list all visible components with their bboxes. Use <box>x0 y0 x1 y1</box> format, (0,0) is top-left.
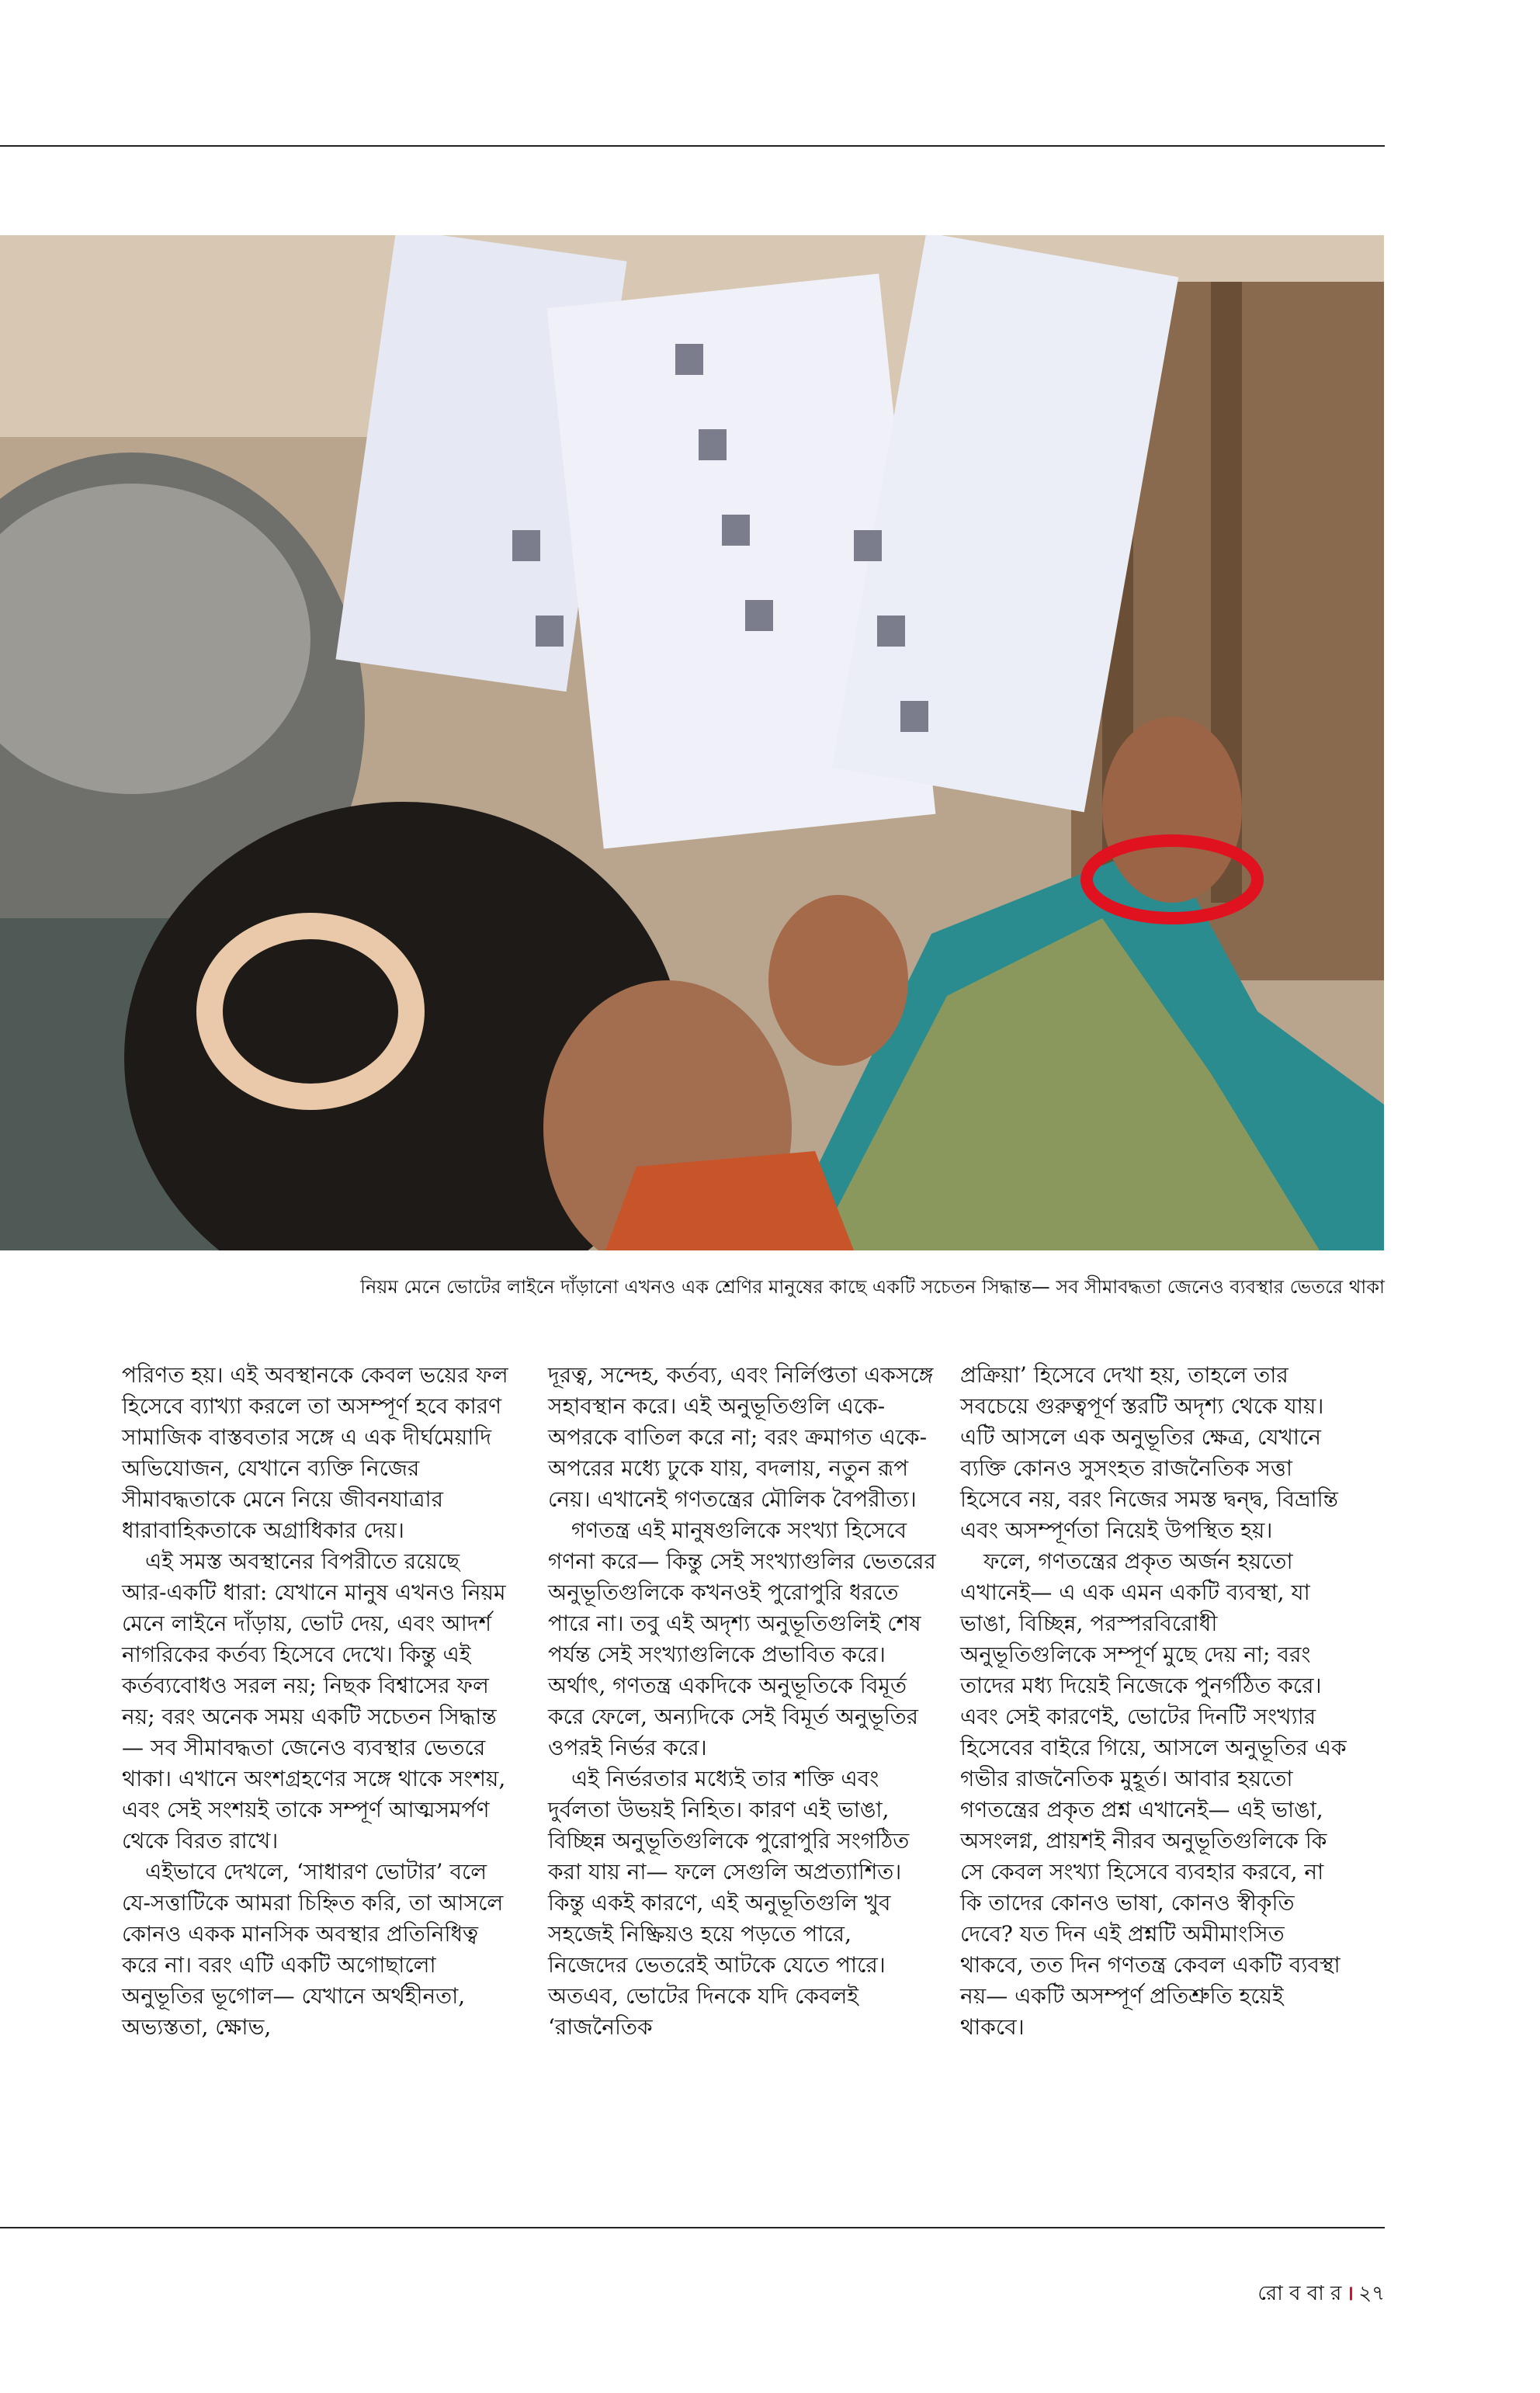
photo-illustration <box>0 235 1384 1250</box>
paragraph: এইভাবে দেখলে, ‘সাধারণ ভোটার’ বলে যে-সত্তাটিকে আমরা চিহ্নিত করি, তা আসলে কোনও একক মানসিক অবস্থার প্রতিনিধিত্ব করে না। বরং এটি একটি অগোছালো অনুভূতির ভূগোল— যেখানে অর্থহীনতা, অভ্যস্ততা, ক্ষোভ, <box>122 1859 504 2040</box>
paragraph: ফলে, গণতন্ত্রের প্রকৃত অর্জন হয়তো এখানেই— এ এক এমন একটি ব্যবস্থা, যা ভাঙা, বিচ্ছিন্ন, পরস্পরবিরোধী অনুভূতিগুলিকে সম্পূর্ণ মুছে দেয় না; বরং তাদের মধ্য দিয়েই নিজেকে পুনর্গঠিত করে। এবং সেই কারণেই, ভোটের দিনটি সংখ্যার হিসেবের বাইরে গিয়ে, আসলে অনুভূতির এক গভীর রাজনৈতিক মুহূর্ত। আবার হয়তো গণতন্ত্রের প্রকৃত প্রশ্ন এখানেই— এই ভাঙা, অসংলগ্ন, প্রায়শই নীরব অনুভূতিগুলিকে কি সে কেবল সংখ্যা হিসেবে ব্যবহার করবে, না কি তাদের কোনও ভাষা, কোনও স্বীকৃতি দেবে? যত দিন এই প্রশ্নটি অমীমাংসিত থাকবে, তত দিন গণতন্ত্র কেবল একটি ব্যবস্থা নয়— একটি অসম্পূর্ণ প্রতিশ্রুতি হয়েই থাকবে। <box>960 1549 1347 2040</box>
page-folio <box>1257 2280 1385 2308</box>
top-rule <box>0 145 1385 147</box>
photo-caption: নিয়ম মেনে ভোটের লাইনে দাঁড়ানো এখনও এক শ্রেণির মানুষের কাছে একটি সচেতন সিদ্ধান্ত— সব সীমাবদ্ধতা জেনেও ব্যবস্থার ভেতরে থাকা <box>360 1276 1385 1298</box>
feature-photo <box>0 235 1384 1250</box>
paragraph: পরিণত হয়। এই অবস্থানকে কেবল ভয়ের ফল হিসেবে ব্যাখ্যা করলে তা অসম্পূর্ণ হবে কারণ সামাজিক বাস্তবতার সঙ্গে এ এক দীর্ঘমেয়াদি অভিযোজন, যেখানে ব্যক্তি নিজের সীমাবদ্ধতাকে মেনে নিয়ে জীবনযাত্রার ধারাবাহিকতাকে অগ্রাধিকার দেয়। <box>122 1362 508 1543</box>
bottom-rule <box>0 2227 1385 2228</box>
article-column-3 <box>960 1360 1348 2043</box>
paragraph: এই সমস্ত অবস্থানের বিপরীতে রয়েছে আর-একটি ধারা: যেখানে মানুষ এখনও নিয়ম মেনে লাইনে দাঁড়ায়, ভোট দেয়, এবং আদর্শ নাগরিকের কর্তব্য হিসেবে দেখে। কিন্তু এই কর্তব্যবোধও সরল নয়; নিছক বিশ্বাসের ফল নয়; বরং অনেক সময় একটি সচেতন সিদ্ধান্ত— সব সীমাবদ্ধতা জেনেও ব্যবস্থার ভেতরে থাকা। এখানে অংশগ্রহণের সঙ্গে থাকে সংশয়, এবং সেই সংশয়ই তাকে সম্পূর্ণ আত্মসমর্পণ থেকে বিরত রাখে। <box>122 1549 506 1854</box>
article-column-1 <box>122 1360 510 2043</box>
magazine-name: রো ব বা র <box>1257 2282 1342 2305</box>
paragraph: দূরত্ব, সন্দেহ, কর্তব্য, এবং নির্লিপ্ততা একসঙ্গে সহাবস্থান করে। এই অনুভূতিগুলি একে-অপরকে বাতিল করে না; বরং ক্রমাগত একে-অপরের মধ্যে ঢুকে যায়, বদলায়, নতুন রূপ নেয়। এখানেই গণতন্ত্রের মৌলিক বৈপরীত্য। <box>548 1362 934 1512</box>
paragraph: প্রক্রিয়া’ হিসেবে দেখা হয়, তাহলে তার সবচেয়ে গুরুত্বপূর্ণ স্তরটি অদৃশ্য থেকে যায়। এটি আসলে এক অনুভূতির ক্ষেত্র, যেখানে ব্যক্তি কোনও সুসংহত রাজনৈতিক সত্তা হিসেবে নয়, বরং নিজের সমস্ত দ্বন্দ্ব, বিভ্রান্তি এবং অসম্পূর্ণতা নিয়েই উপস্থিত হয়। <box>960 1362 1338 1543</box>
folio-separator: । <box>1346 2282 1354 2305</box>
article-column-2 <box>548 1360 936 2043</box>
paragraph: এই নির্ভরতার মধ্যেই তার শক্তি এবং দুর্বলতা উভয়ই নিহিত। কারণ এই ভাঙা, বিচ্ছিন্ন অনুভূতিগুলিকে পুরোপুরি সংগঠিত করা যায় না— ফলে সেগুলি অপ্রত্যাশিত। কিন্তু একই কারণে, এই অনুভূতিগুলি খুব সহজেই নিষ্ক্রিয়ও হয়ে পড়তে পারে, নিজেদের ভেতরেই আটকে যেতে পারে। অতএব, ভোটের দিনকে যদি কেবলই ‘রাজনৈতিক <box>548 1766 910 2040</box>
paragraph: গণতন্ত্র এই মানুষগুলিকে সংখ্যা হিসেবে গণনা করে— কিন্তু সেই সংখ্যাগুলির ভেতরের অনুভূতিগুলিকে কখনওই পুরোপুরি ধরতে পারে না। তবু এই অদৃশ্য অনুভূতিগুলিই শেষ পর্যন্ত সেই সংখ্যাগুলিকে প্রভাবিত করে। অর্থাৎ, গণতন্ত্র একদিকে অনুভূতিকে বিমূর্ত করে ফেলে, অন্যদিকে সেই বিমূর্ত অনুভূতির ওপরই নির্ভর করে। <box>548 1517 936 1760</box>
page-number: ২৭ <box>1358 2282 1385 2305</box>
